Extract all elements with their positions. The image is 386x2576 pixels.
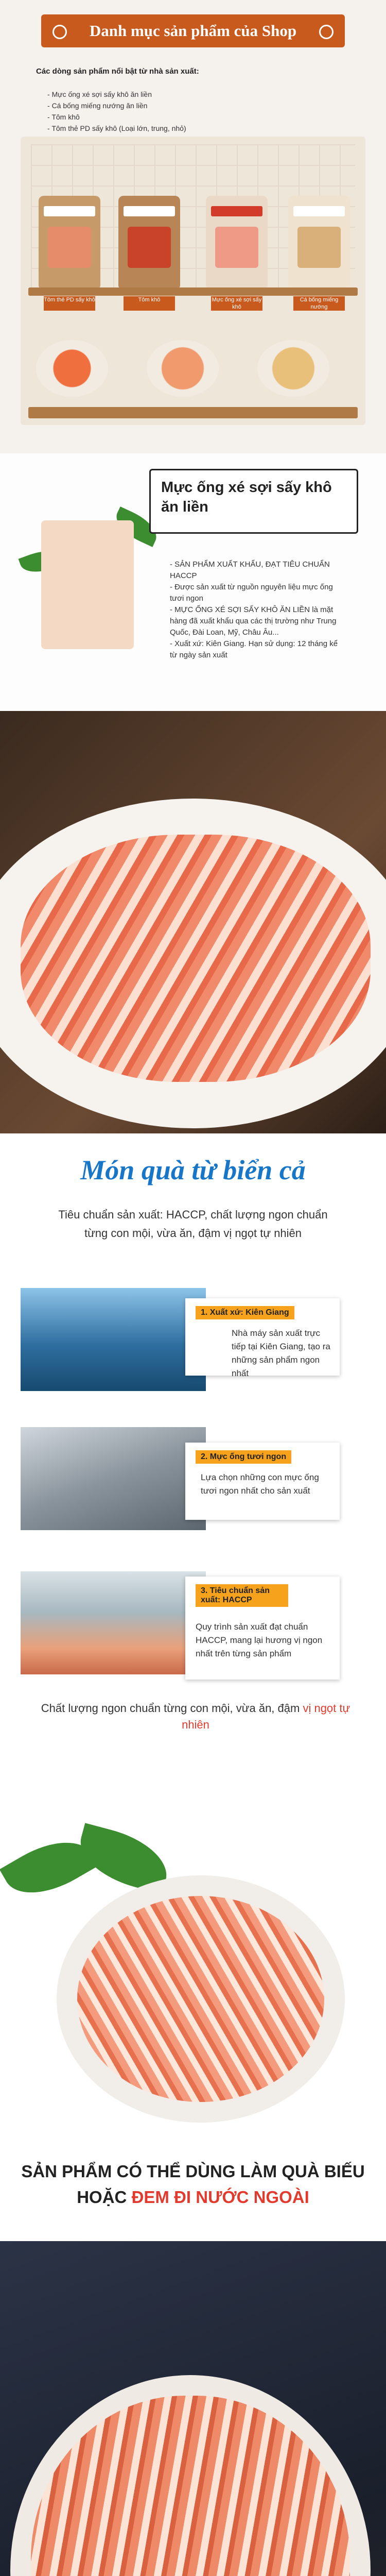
catalog-section xyxy=(0,0,386,453)
shrimp-bowl-image xyxy=(36,340,108,397)
product-bullets xyxy=(170,559,345,661)
product-bullet: - MỰC ỐNG XÉ SỢI SẤY KHÔ ĂN LIỀN là mặt hàng đã xuất khẩu qua các thị trường như Trung Quốc, Đài Loan, Mỹ, Châu Âu... xyxy=(170,605,337,637)
product-bullet-text: MỰC ỐNG XÉ SỢI SẤY KHÔ ĂN LIỀN là mặt hàng đã xuất khẩu qua các thị trường như Trung Quốc, Đài Loan, Mỹ, Châu Âu... xyxy=(170,605,337,637)
intro-heading: Các dòng sản phẩm nổi bật từ nhà sản xuất: xyxy=(36,67,199,76)
intro-item: - Tôm thẻ PD sấy khô (Loại lớn, trung, nhỏ) xyxy=(47,124,186,132)
squid-dark-photo xyxy=(0,2241,386,2576)
quality-note-text: Chất lượng ngon chuẩn từng con mội, vừa ăn, đậm xyxy=(41,1702,300,1715)
step-card xyxy=(185,1577,340,1680)
squid-plate-photo xyxy=(0,711,386,1133)
product-bag-image xyxy=(206,196,268,289)
step-card xyxy=(185,1443,340,1520)
intro-item: - Cá bống miếng nướng ăn liền xyxy=(47,101,148,110)
product-bullet-text: Xuất xứ: Kiên Giang. Hạn sử dụng: 12 tháng kể từ ngày sản xuất xyxy=(170,639,338,659)
quality-note xyxy=(36,1700,355,1733)
circle-deco-icon xyxy=(319,25,334,39)
quality-note-highlight: vị ngọt tự nhiên xyxy=(182,1702,350,1731)
fresh-squid-image xyxy=(21,1427,206,1530)
step-text: Nhà máy sản xuất trực tiếp tại Kiên Giang, tạo ra những sản phẩm ngon nhất xyxy=(232,1328,330,1378)
product-bullet-text: Được sản xuất từ nguồn nguyên liệu mực ống tươi ngon xyxy=(170,583,333,603)
shelf-tag: Cá bống miếng nướng xyxy=(293,296,345,311)
product-name: Mực ống xé sợi sấy khô ăn liền xyxy=(161,479,332,515)
gift-title: Món quà từ biển cả xyxy=(80,1155,306,1185)
squid-strips-image xyxy=(77,1896,324,2102)
product-bag-image xyxy=(39,196,100,289)
intro-item-text: Tôm thẻ PD sấy khô (Loại lớn, trung, nhỏ) xyxy=(51,124,186,132)
step-text: Lựa chọn những con mực ống tươi ngon nhất cho sản xuất xyxy=(201,1472,319,1496)
squid-strips-image xyxy=(21,835,371,1082)
step-label: 2. Mực ống tươi ngon xyxy=(196,1450,291,1464)
factory-line-image xyxy=(21,1571,206,1674)
catalog-title-bar xyxy=(41,14,345,47)
gift-use-prefix: HOẶC xyxy=(77,2188,127,2207)
shelf-board xyxy=(28,407,358,418)
shelf-tag: Mực ống xé sợi sấy khô xyxy=(212,297,262,310)
product-bullet-text: SẢN PHẨM XUẤT KHẨU, ĐẠT TIÊU CHUẨN HACCP xyxy=(170,560,330,580)
gift-section xyxy=(0,1133,386,1829)
intro-item: - Tôm khô xyxy=(47,113,80,121)
gift-use-line1: SẢN PHẨM CÓ THỂ DÙNG LÀM QUÀ BIẾU xyxy=(21,2162,365,2181)
step-card xyxy=(185,1298,340,1376)
step-label: 3. Tiêu chuẩn sản xuất: HACCP xyxy=(196,1584,288,1607)
product-bullet: - Được sản xuất từ nguồn nguyên liệu mực ống tươi ngon xyxy=(170,583,333,603)
product-section xyxy=(0,453,386,711)
gift-use-title xyxy=(15,2159,371,2210)
intro-item-text: Cá bống miếng nướng ăn liền xyxy=(51,101,148,110)
squid-bowl-image xyxy=(147,340,219,397)
gift-subtitle: Tiêu chuẩn sản xuất: HACCP, chất lượng ngon chuẩn từng con mội, vừa ăn, đậm vị ngọt tự nhiên xyxy=(58,1208,328,1240)
shelf-tag: Tôm thẻ PD sấy khô xyxy=(44,296,95,311)
squid-leaves-photo xyxy=(0,1829,386,2138)
gift-use-section xyxy=(0,2138,386,2241)
step-label: 1. Xuất xứ: Kiên Giang xyxy=(196,1306,294,1319)
gift-use-highlight: ĐEM ĐI NƯỚC NGOÀI xyxy=(131,2188,309,2207)
product-pack-image xyxy=(41,520,134,649)
shelf-tag: Tôm khô xyxy=(124,296,175,311)
intro-list xyxy=(47,89,186,134)
product-bullet: - Xuất xứ: Kiên Giang. Hạn sử dụng: 12 tháng kể từ ngày sản xuất xyxy=(170,639,338,659)
shelf-board xyxy=(28,287,358,296)
gift-use-line2 xyxy=(15,2184,371,2210)
intro-item-text: Mực ống xé sợi sấy khô ăn liền xyxy=(51,90,152,98)
intro-item-text: Tôm khô xyxy=(51,113,80,121)
product-bag-image xyxy=(288,196,350,289)
step-text: Quy trình sản xuất đạt chuẩn HACCP, mang lại hương vị ngon nhất trên từng sản phẩm xyxy=(196,1622,323,1658)
intro-item: - Mực ống xé sợi sấy khô ăn liền xyxy=(47,90,152,98)
fish-bowl-image xyxy=(257,340,329,397)
catalog-title: Danh mục sản phẩm của Shop xyxy=(89,22,297,40)
product-bag-image xyxy=(118,196,180,289)
boat-harbor-image xyxy=(21,1288,206,1391)
product-bullet: - SẢN PHẨM XUẤT KHẨU, ĐẠT TIÊU CHUẨN HACCP xyxy=(170,560,330,580)
product-heading-box xyxy=(149,469,358,534)
